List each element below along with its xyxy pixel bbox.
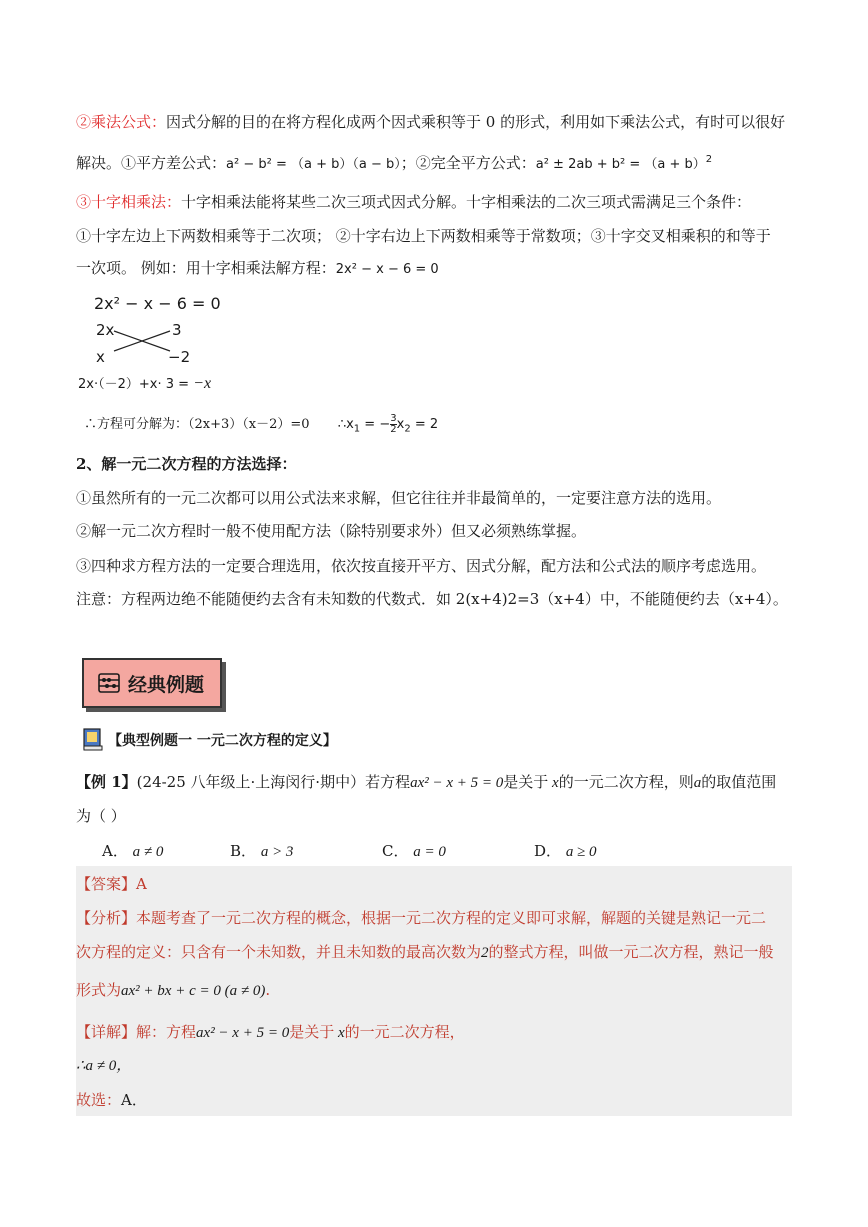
analysis-general-form: ax² + bx + c = 0 (a ≠ 0): [121, 983, 266, 999]
analysis-label: 【分析】: [76, 909, 137, 927]
diagram-left-bottom: x: [96, 348, 105, 366]
multiplication-line-1: [76, 112, 785, 132]
analysis-text-2b: 的整式方程，叫做一元二次方程，熟记一般: [488, 943, 774, 961]
example-variable-x: x: [552, 775, 559, 791]
analysis-line-2: [76, 942, 774, 963]
cross-lines-diagram: [110, 325, 176, 357]
detail-text-1c: 的一元二次方程，: [344, 1023, 465, 1041]
example-text-mid: 是关于: [503, 773, 549, 791]
answer-label: 【答案】A: [76, 875, 147, 893]
cross-line-2: [76, 226, 771, 246]
option-b-letter: B．: [230, 842, 257, 860]
diagram-left-top: 2x: [96, 321, 115, 339]
multiplication-line-2: [76, 150, 712, 175]
method-item-2: ②解一元二次方程时一般不使用配方法（除特别要求外）但又必须熟练掌握。: [76, 522, 587, 540]
root-x2-eq: = 2: [410, 417, 439, 432]
method-note: 注意：方程两边绝不能随便约去含有未知数的代数式．如 2(x+4)2=3（x+4）中，不能随便约去（x+4）。: [76, 590, 788, 608]
diagram-equation: 2x² − x − 6 = 0: [94, 294, 221, 313]
detail-line-1: [76, 1022, 465, 1043]
option-a-letter: A．: [102, 842, 128, 860]
option-c-value: a = 0: [413, 844, 446, 860]
example-text-mid2: 的一元二次方程，则: [558, 773, 694, 791]
analysis-text-1: 本题考查了一元二次方程的概念，根据一元二次方程的定义即可求解，解题的关键是熟记一元二: [136, 909, 767, 927]
method-item-3: ③四种求方程方法的一定要合理选用，依次按直接开平方、因式分解，配方法和公式法的顺序考虑选用。: [76, 557, 767, 575]
formula-exponent: 2: [705, 154, 713, 165]
option-d-letter: D．: [534, 842, 562, 860]
section-banner: [82, 658, 222, 708]
topic-title: 【典型例题一 一元二次方程的定义】: [108, 733, 337, 749]
cross-text-2: ①十字左边上下两数相乘等于二次项； ②十字右边上下两数相乘等于常数项；③十字交叉相乘积的和等于: [76, 227, 771, 245]
option-c-letter: C．: [382, 842, 409, 860]
analysis-line-3: [76, 980, 270, 1001]
root-x1-eq: = −: [360, 417, 391, 432]
abacus-icon: [98, 673, 120, 693]
fraction-numerator: 3: [390, 413, 397, 424]
root-x1-label: ∴x: [337, 417, 354, 432]
option-c: [382, 840, 446, 861]
option-a: [102, 840, 163, 861]
root-x2-sub: 2: [404, 423, 411, 435]
detail-line-3: [76, 1090, 147, 1110]
factor-result: [84, 414, 438, 440]
example-equation: ax² − x + 5 = 0: [410, 775, 504, 791]
fraction-denominator: 2: [390, 424, 397, 435]
cross-text-1: 十字相乘法能将某些二次三项式因式分解。十字相乘法的二次三项式需满足三个条件：: [181, 193, 752, 211]
multiplication-text-2b: ；②完全平方公式：: [400, 154, 536, 172]
analysis-text-3a: 形式为: [76, 981, 122, 999]
example-variable-a: a: [693, 775, 702, 791]
diagram-check-result: −x: [193, 375, 212, 392]
multiplication-label: ②乘法公式：: [76, 113, 167, 131]
detail-equation: ax² − x + 5 = 0: [196, 1025, 290, 1041]
root-x2-label: x: [396, 417, 405, 432]
example-line-1: [76, 772, 776, 793]
diagram-right-bottom: −2: [168, 348, 191, 366]
detail-variable: x: [337, 1025, 345, 1041]
option-d-value: a ≥ 0: [565, 844, 597, 860]
option-b-value: a > 3: [260, 844, 294, 860]
diagram-right-top: 3: [172, 321, 182, 339]
analysis-text-3b: .: [265, 981, 271, 999]
detail-text-1a: 解：方程: [136, 1023, 197, 1041]
multiplication-text-1: 因式分解的目的在将方程化成两个因式乘积等于 0 的形式，利用如下乘法公式，有时可以很好: [166, 113, 786, 131]
analysis-text-2a: 次方程的定义：只含有一个未知数，并且未知数的最高次数为: [76, 943, 482, 961]
formula-difference-of-squares: a² − b² = （a + b）（a − b）: [226, 157, 401, 172]
cross-text-3: 一次项。 例如：用十字相乘法解方程：: [76, 259, 336, 277]
detail-line-2: ∴a ≠ 0，: [76, 1058, 132, 1074]
analysis-number: 2: [481, 945, 489, 961]
book-icon: [80, 726, 106, 756]
example-text-end: 的取值范围: [701, 773, 777, 791]
cross-line-3: [76, 258, 439, 280]
example-label: 【例 1】: [76, 773, 137, 791]
factor-result-text: ∴方程可分解为：（2x+3）（x－2）=0: [84, 417, 310, 432]
multiplication-text-2a: 解决。①平方差公式：: [76, 154, 227, 172]
option-d: [534, 840, 597, 861]
diagram-check-text: 2x·（－2）+x· 3 =: [78, 377, 194, 392]
detail-choice: A．: [121, 1091, 147, 1109]
cross-label: ③十字相乘法：: [76, 193, 182, 211]
cross-example-equation: 2x² − x − 6 = 0: [335, 262, 439, 277]
banner-title: 经典例题: [128, 673, 205, 696]
analysis-line-1: [76, 908, 766, 928]
root-x1-sub: 1: [353, 423, 361, 435]
option-a-value: a ≠ 0: [132, 844, 164, 860]
example-source: (24-25 八年级上·上海闵行·期中）若方程: [136, 773, 411, 791]
detail-label: 【详解】: [76, 1023, 137, 1041]
formula-perfect-square: a² ± 2ab + b² = （a + b）: [535, 157, 706, 172]
diagram-check: [78, 373, 211, 395]
method-item-1: ①虽然所有的一元二次都可以用公式法来求解，但它往往并非最简单的，一定要注意方法的选用。: [76, 489, 722, 507]
cross-line-1: [76, 192, 751, 212]
detail-text-1b: 是关于: [289, 1023, 335, 1041]
example-line-2: 为（ ）: [76, 807, 126, 825]
option-b: [230, 840, 293, 861]
method-heading: 2、解一元二次方程的方法选择：: [76, 455, 297, 473]
detail-choice-label: 故选：: [76, 1091, 122, 1109]
